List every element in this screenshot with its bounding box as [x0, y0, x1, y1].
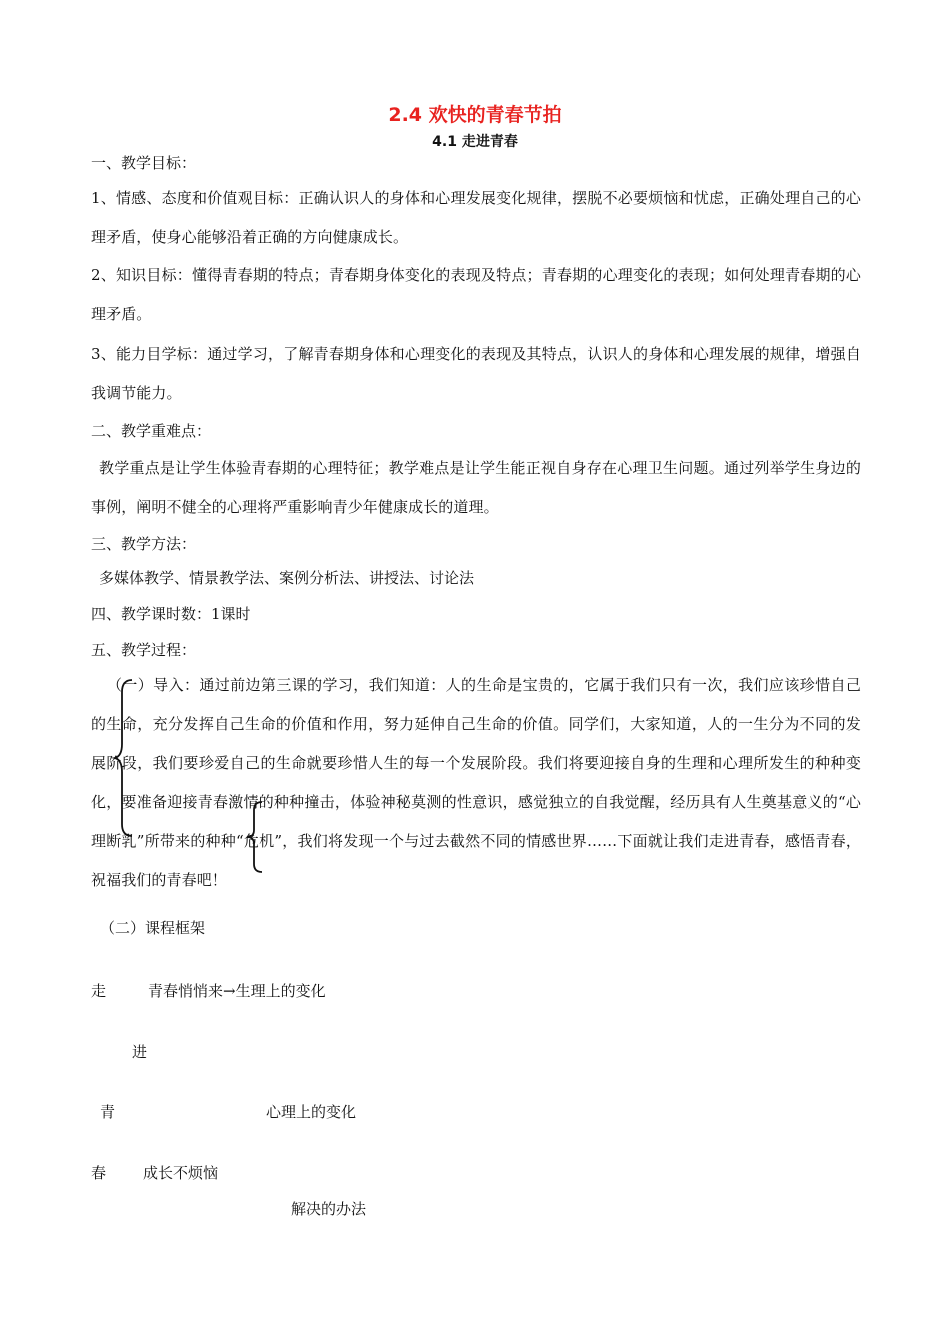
framework-item-4: 解决的办法 — [291, 1200, 367, 1218]
framework-char-4: 春 — [91, 1164, 107, 1182]
framework-char-3: 青 — [100, 1103, 116, 1121]
keypoints-heading: 二、教学重难点： — [91, 422, 212, 440]
left-brace-large — [112, 678, 138, 838]
framework-item-3: 成长不烦恼 — [143, 1164, 219, 1182]
goal-3-paragraph: 3、能力目学标：通过学习，了解青春期身体和心理变化的表现及其特点，认识人的身体和心理发展的规律，增强自我调节能力。 — [91, 345, 861, 402]
methods-heading: 三、教学方法： — [91, 535, 197, 553]
left-brace-small — [244, 800, 268, 874]
page-title: 2.4 欢快的青春节拍 — [388, 104, 562, 126]
process-heading: 五、教学过程： — [91, 641, 197, 659]
keypoints-paragraph: 教学重点是让学生体验青春期的心理特征；教学难点是让学生能正视自身存在心理卫生问题。通过列举学生身边的事例，阐明不健全的心理将严重影响青少年健康成长的道理。 — [91, 459, 861, 516]
goals-heading: 一、教学目标： — [91, 154, 197, 172]
goal-2-paragraph: 2、知识目标：懂得青春期的特点；青春期身体变化的表现及特点；青春期的心理变化的表现；如何处理青春期的心理矛盾。 — [91, 266, 861, 323]
page-subtitle: 4.1 走进青春 — [432, 134, 518, 150]
methods-text: 多媒体教学、情景教学法、案例分析法、讲授法、讨论法 — [99, 569, 475, 587]
hours-line: 四、教学课时数：1课时 — [91, 605, 251, 623]
framework-char-2: 进 — [132, 1043, 148, 1061]
intro-paragraph: （一）导入：通过前边第三课的学习，我们知道：人的生命是宝贵的，它属于我们只有一次，我们应该珍惜自己的生命，充分发挥自己生命的价值和作用，努力延伸自己生命的价值。同学们，大家知道，人的一生分为不同的发展阶段，我们要珍爱自己的生命就要珍惜人生的每一个发展阶段。我们将要迎接自身的生理和心理所发生的种种变化，要准备迎接青春激情的种种撞击，体验神秘莫测的性意识，感觉独立的自我觉醒，经历具有人生奠基意义的“心理断乳”所带来的种种“危机”，我们将发现一个与过去截然不同的情感世界……下面就让我们走进青春，感悟青春，祝福我们的青春吧！ — [91, 676, 861, 889]
framework-char-1: 走 — [91, 982, 107, 1000]
framework-item-2: 心理上的变化 — [266, 1103, 357, 1121]
framework-item-1: 青春悄悄来→生理上的变化 — [148, 982, 326, 1000]
framework-heading: （二）课程框架 — [100, 919, 206, 937]
goal-1-paragraph: 1、情感、态度和价值观目标：正确认识人的身体和心理发展变化规律，摆脱不必要烦恼和忧虑，正确处理自己的心理矛盾，使身心能够沿着正确的方向健康成长。 — [91, 189, 861, 246]
